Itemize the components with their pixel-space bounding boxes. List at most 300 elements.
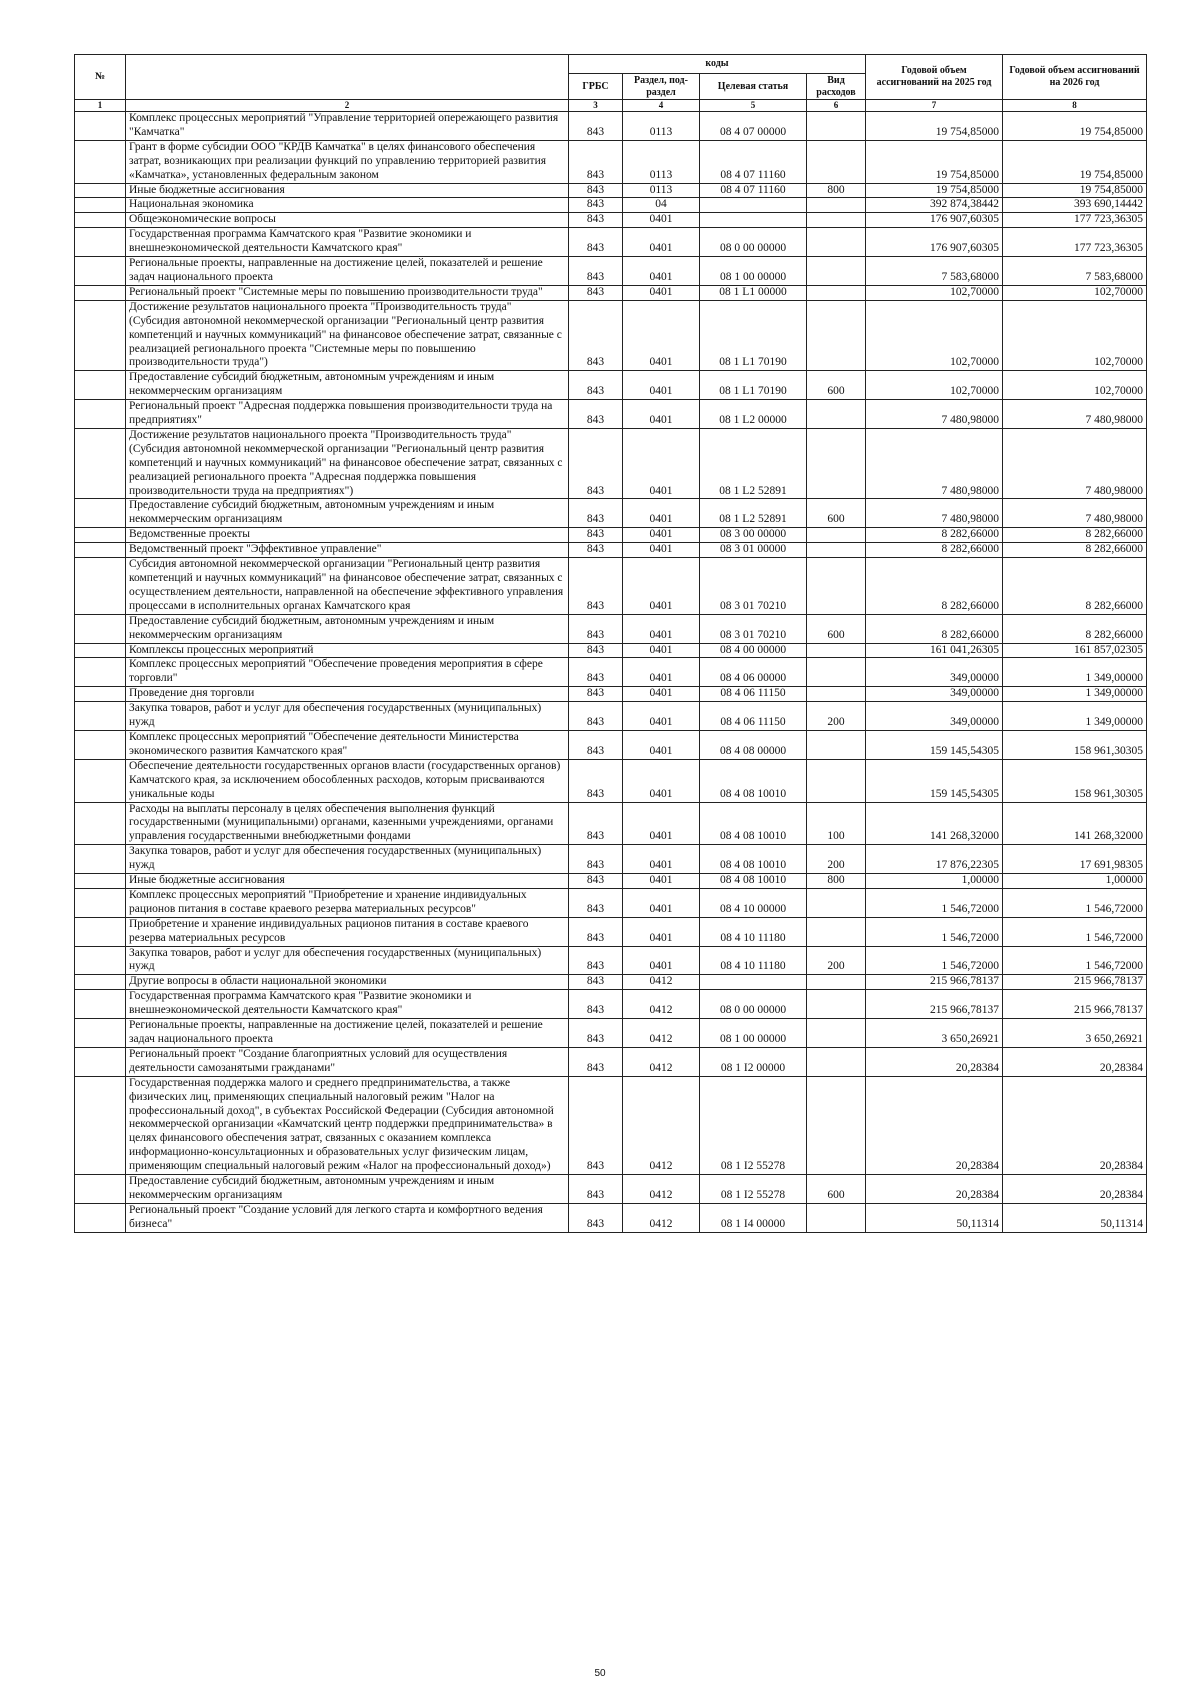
target-article-cell: 08 4 00 00000	[700, 643, 807, 658]
amount-2025-cell: 215 966,78137	[866, 975, 1003, 990]
section-cell: 0401	[623, 499, 700, 528]
row-number-cell	[75, 228, 126, 257]
target-article-cell: 08 1 L2 00000	[700, 400, 807, 429]
row-number-cell	[75, 543, 126, 558]
row-name-cell: Ведомственные проекты	[126, 528, 569, 543]
table-row	[75, 759, 1147, 802]
row-name-cell: Ведомственный проект "Эффективное управление"	[126, 543, 569, 558]
expense-type-cell	[807, 112, 866, 141]
row-name-cell: Комплекс процессных мероприятий "Приобретение и хранение индивидуальных рационов питания в составе краевого резерва материальных ресурсов"	[126, 888, 569, 917]
row-name-cell: Обеспечение деятельности государственных органов власти (государственных органов) Камчатского края, за исключением обособленных расходов, которым присваиваются уникальные коды	[126, 759, 569, 802]
section-cell: 0401	[623, 643, 700, 658]
expense-type-cell	[807, 1203, 866, 1232]
grbs-cell: 843	[569, 614, 623, 643]
section-cell: 0113	[623, 112, 700, 141]
target-article-cell: 08 4 06 11150	[700, 702, 807, 731]
target-article-cell: 08 1 L1 70190	[700, 300, 807, 371]
grbs-cell: 843	[569, 845, 623, 874]
amount-2026-cell: 215 966,78137	[1003, 990, 1147, 1019]
row-name-cell: Грант в форме субсидии ООО "КРДВ Камчатка" в целях финансового обеспечения затрат, возникающих при реализации функций по управлению территорией развития «Камчатка», установленных федеральным законом	[126, 140, 569, 183]
row-name-cell: Предоставление субсидий бюджетным, автономным учреждениям и иным некоммерческим организациям	[126, 614, 569, 643]
target-article-cell: 08 1 I2 55278	[700, 1175, 807, 1204]
target-article-cell: 08 4 08 10010	[700, 874, 807, 889]
row-number-cell	[75, 643, 126, 658]
target-article-cell	[700, 975, 807, 990]
amount-2025-cell: 1 546,72000	[866, 946, 1003, 975]
row-number-cell	[75, 400, 126, 429]
section-cell: 0113	[623, 183, 700, 198]
table-row	[75, 1047, 1147, 1076]
amount-2026-cell: 1 546,72000	[1003, 917, 1147, 946]
amount-2025-cell: 159 145,54305	[866, 730, 1003, 759]
amount-2026-cell: 158 961,30305	[1003, 730, 1147, 759]
amount-2025-cell: 8 282,66000	[866, 558, 1003, 615]
amount-2025-cell: 176 907,60305	[866, 213, 1003, 228]
grbs-cell: 843	[569, 1175, 623, 1204]
amount-2026-cell: 1 349,00000	[1003, 687, 1147, 702]
amount-2026-cell: 215 966,78137	[1003, 975, 1147, 990]
header-number: №	[75, 55, 126, 100]
grbs-cell: 843	[569, 428, 623, 499]
column-numbers-row	[75, 100, 1147, 112]
table-row	[75, 1175, 1147, 1204]
section-cell: 0401	[623, 658, 700, 687]
grbs-cell: 843	[569, 285, 623, 300]
section-cell: 0401	[623, 614, 700, 643]
grbs-cell: 843	[569, 543, 623, 558]
grbs-cell: 843	[569, 759, 623, 802]
table-row	[75, 946, 1147, 975]
budget-table	[74, 54, 1147, 1233]
row-number-cell	[75, 658, 126, 687]
expense-type-cell	[807, 558, 866, 615]
amount-2026-cell: 1,00000	[1003, 874, 1147, 889]
expense-type-cell	[807, 730, 866, 759]
section-cell: 0401	[623, 543, 700, 558]
amount-2025-cell: 141 268,32000	[866, 802, 1003, 845]
amount-2026-cell: 177 723,36305	[1003, 228, 1147, 257]
expense-type-cell: 600	[807, 371, 866, 400]
expense-type-cell	[807, 198, 866, 213]
target-article-cell: 08 4 10 11180	[700, 946, 807, 975]
row-name-cell: Региональные проекты, направленные на достижение целей, показателей и решение задач национального проекта	[126, 1019, 569, 1048]
row-number-cell	[75, 874, 126, 889]
amount-2026-cell: 50,11314	[1003, 1203, 1147, 1232]
grbs-cell: 843	[569, 975, 623, 990]
table-row	[75, 1203, 1147, 1232]
amount-2025-cell: 349,00000	[866, 658, 1003, 687]
row-number-cell	[75, 975, 126, 990]
row-name-cell: Региональный проект "Адресная поддержка повышения производительности труда на предприятиях"	[126, 400, 569, 429]
section-cell: 0401	[623, 888, 700, 917]
table-row	[75, 874, 1147, 889]
target-article-cell: 08 4 08 00000	[700, 730, 807, 759]
expense-type-cell	[807, 543, 866, 558]
row-name-cell: Региональный проект "Создание условий для легкого старта и комфортного ведения бизнеса"	[126, 1203, 569, 1232]
row-number-cell	[75, 257, 126, 286]
grbs-cell: 843	[569, 990, 623, 1019]
amount-2025-cell: 8 282,66000	[866, 614, 1003, 643]
table-row	[75, 730, 1147, 759]
table-row	[75, 213, 1147, 228]
row-name-cell: Предоставление субсидий бюджетным, автономным учреждениям и иным некоммерческим организациям	[126, 1175, 569, 1204]
grbs-cell: 843	[569, 687, 623, 702]
expense-type-cell	[807, 213, 866, 228]
column-number: 1	[75, 100, 126, 112]
amount-2025-cell: 8 282,66000	[866, 528, 1003, 543]
amount-2025-cell: 161 041,26305	[866, 643, 1003, 658]
amount-2025-cell: 19 754,85000	[866, 183, 1003, 198]
amount-2025-cell: 20,28384	[866, 1175, 1003, 1204]
table-row	[75, 917, 1147, 946]
target-article-cell: 08 1 L2 52891	[700, 499, 807, 528]
table-row	[75, 371, 1147, 400]
amount-2026-cell: 8 282,66000	[1003, 543, 1147, 558]
section-cell: 0412	[623, 975, 700, 990]
table-row	[75, 257, 1147, 286]
table-row	[75, 658, 1147, 687]
row-number-cell	[75, 528, 126, 543]
expense-type-cell: 600	[807, 614, 866, 643]
header-year-2025: Годовой объем ассигнований на 2025 год	[866, 55, 1003, 100]
amount-2026-cell: 7 583,68000	[1003, 257, 1147, 286]
section-cell: 0401	[623, 558, 700, 615]
amount-2026-cell: 1 546,72000	[1003, 946, 1147, 975]
column-number: 7	[866, 100, 1003, 112]
target-article-cell: 08 4 10 00000	[700, 888, 807, 917]
row-number-cell	[75, 1203, 126, 1232]
target-article-cell: 08 4 10 11180	[700, 917, 807, 946]
expense-type-cell	[807, 687, 866, 702]
expense-type-cell	[807, 528, 866, 543]
section-cell: 0401	[623, 371, 700, 400]
grbs-cell: 843	[569, 658, 623, 687]
expense-type-cell: 200	[807, 845, 866, 874]
target-article-cell: 08 1 I4 00000	[700, 1203, 807, 1232]
target-article-cell: 08 4 07 11160	[700, 183, 807, 198]
row-name-cell: Государственная поддержка малого и среднего предпринимательства, а также физических лиц, применяющих специальный налоговый режим "Налог на профессиональный доход", в субъектах Российской Федерации (Субсидия автономной некоммерческой организации «Камчатский центр поддержки предпринимательства» в целях финансового обеспечения затрат, связанных с оказанием комплекса информационно-консультационных и образовательных услуг физическим лицам, применяющим специальный налоговый режим «Налог на профессиональный доход»)	[126, 1076, 569, 1174]
amount-2025-cell: 19 754,85000	[866, 112, 1003, 141]
section-cell: 0412	[623, 1076, 700, 1174]
grbs-cell: 843	[569, 558, 623, 615]
row-number-cell	[75, 888, 126, 917]
section-cell: 0401	[623, 702, 700, 731]
row-name-cell: Предоставление субсидий бюджетным, автономным учреждениям и иным некоммерческим организациям	[126, 499, 569, 528]
expense-type-cell: 600	[807, 499, 866, 528]
amount-2025-cell: 20,28384	[866, 1076, 1003, 1174]
amount-2026-cell: 1 349,00000	[1003, 658, 1147, 687]
section-cell: 0412	[623, 1019, 700, 1048]
expense-type-cell	[807, 917, 866, 946]
amount-2026-cell: 158 961,30305	[1003, 759, 1147, 802]
amount-2026-cell: 7 480,98000	[1003, 428, 1147, 499]
section-cell: 0401	[623, 228, 700, 257]
amount-2025-cell: 1 546,72000	[866, 888, 1003, 917]
amount-2025-cell: 102,70000	[866, 300, 1003, 371]
grbs-cell: 843	[569, 888, 623, 917]
amount-2025-cell: 7 480,98000	[866, 499, 1003, 528]
row-name-cell: Общеэкономические вопросы	[126, 213, 569, 228]
amount-2026-cell: 20,28384	[1003, 1076, 1147, 1174]
amount-2025-cell: 349,00000	[866, 687, 1003, 702]
target-article-cell: 08 4 06 00000	[700, 658, 807, 687]
row-name-cell: Закупка товаров, работ и услуг для обеспечения государственных (муниципальных) нужд	[126, 702, 569, 731]
row-number-cell	[75, 112, 126, 141]
target-article-cell: 08 4 08 10010	[700, 802, 807, 845]
grbs-cell: 843	[569, 213, 623, 228]
row-number-cell	[75, 1175, 126, 1204]
row-name-cell: Субсидия автономной некоммерческой организации "Региональный центр развития компетенций и научных коммуникаций" на финансовое обеспечение затрат, связанных с осуществлением деятельности, направленной на обеспечение эффективного управления процессами в исполнительных органах Камчатского края	[126, 558, 569, 615]
table-row	[75, 975, 1147, 990]
amount-2025-cell: 7 583,68000	[866, 257, 1003, 286]
row-name-cell: Достижение результатов национального проекта "Производительность труда" (Субсидия автономной некоммерческой организации "Региональный центр развития компетенций и научных коммуникаций" на финансовое обеспечение затрат, связанные с реализацией регионального проекта "Системные меры по повышению производительности труда")	[126, 300, 569, 371]
expense-type-cell	[807, 888, 866, 917]
row-name-cell: Комплекс процессных мероприятий "Обеспечение проведения мероприятия в сфере торговли"	[126, 658, 569, 687]
grbs-cell: 843	[569, 400, 623, 429]
column-number: 8	[1003, 100, 1147, 112]
amount-2025-cell: 392 874,38442	[866, 198, 1003, 213]
section-cell: 04	[623, 198, 700, 213]
amount-2025-cell: 20,28384	[866, 1047, 1003, 1076]
section-cell: 0401	[623, 917, 700, 946]
amount-2026-cell: 7 480,98000	[1003, 400, 1147, 429]
row-number-cell	[75, 990, 126, 1019]
amount-2026-cell: 393 690,14442	[1003, 198, 1147, 213]
header-name	[126, 55, 569, 100]
expense-type-cell	[807, 990, 866, 1019]
grbs-cell: 843	[569, 198, 623, 213]
row-name-cell: Иные бюджетные ассигнования	[126, 874, 569, 889]
row-number-cell	[75, 759, 126, 802]
amount-2025-cell: 17 876,22305	[866, 845, 1003, 874]
row-name-cell: Государственная программа Камчатского края "Развитие экономики и внешнеэкономической деятельности Камчатского края"	[126, 990, 569, 1019]
row-number-cell	[75, 198, 126, 213]
amount-2026-cell: 1 349,00000	[1003, 702, 1147, 731]
amount-2026-cell: 19 754,85000	[1003, 183, 1147, 198]
expense-type-cell: 800	[807, 183, 866, 198]
target-article-cell: 08 0 00 00000	[700, 990, 807, 1019]
table-row	[75, 643, 1147, 658]
expense-type-cell	[807, 975, 866, 990]
row-number-cell	[75, 213, 126, 228]
row-name-cell: Комплекс процессных мероприятий "Обеспечение деятельности Министерства экономического развития Камчатского края"	[126, 730, 569, 759]
header-year-2026: Годовой объем ассигнований на 2026 год	[1003, 55, 1147, 100]
section-cell: 0401	[623, 802, 700, 845]
row-name-cell: Приобретение и хранение индивидуальных рационов питания в составе краевого резерва материальных ресурсов	[126, 917, 569, 946]
grbs-cell: 843	[569, 874, 623, 889]
amount-2026-cell: 17 691,98305	[1003, 845, 1147, 874]
section-cell: 0401	[623, 874, 700, 889]
table-row	[75, 400, 1147, 429]
amount-2026-cell: 7 480,98000	[1003, 499, 1147, 528]
amount-2025-cell: 8 282,66000	[866, 543, 1003, 558]
row-number-cell	[75, 802, 126, 845]
target-article-cell: 08 4 08 10010	[700, 759, 807, 802]
grbs-cell: 843	[569, 702, 623, 731]
amount-2026-cell: 20,28384	[1003, 1175, 1147, 1204]
table-row	[75, 285, 1147, 300]
page-number: 50	[594, 1668, 606, 1679]
table-row	[75, 1076, 1147, 1174]
amount-2026-cell: 8 282,66000	[1003, 558, 1147, 615]
expense-type-cell	[807, 300, 866, 371]
expense-type-cell	[807, 257, 866, 286]
header-grbs: ГРБС	[569, 74, 623, 100]
table-row	[75, 499, 1147, 528]
table-row	[75, 112, 1147, 141]
grbs-cell: 843	[569, 183, 623, 198]
section-cell: 0401	[623, 730, 700, 759]
target-article-cell: 08 1 I2 55278	[700, 1076, 807, 1174]
amount-2025-cell: 1 546,72000	[866, 917, 1003, 946]
table-row	[75, 802, 1147, 845]
expense-type-cell	[807, 658, 866, 687]
grbs-cell: 843	[569, 1047, 623, 1076]
column-number: 3	[569, 100, 623, 112]
row-number-cell	[75, 428, 126, 499]
amount-2025-cell: 349,00000	[866, 702, 1003, 731]
expense-type-cell	[807, 428, 866, 499]
row-number-cell	[75, 845, 126, 874]
target-article-cell	[700, 213, 807, 228]
row-number-cell	[75, 1047, 126, 1076]
grbs-cell: 843	[569, 371, 623, 400]
expense-type-cell	[807, 140, 866, 183]
expense-type-cell: 600	[807, 1175, 866, 1204]
amount-2026-cell: 20,28384	[1003, 1047, 1147, 1076]
section-cell: 0412	[623, 990, 700, 1019]
amount-2025-cell: 50,11314	[866, 1203, 1003, 1232]
header-expense-type: Вид расходов	[807, 74, 866, 100]
target-article-cell: 08 1 L1 70190	[700, 371, 807, 400]
grbs-cell: 843	[569, 917, 623, 946]
section-cell: 0401	[623, 400, 700, 429]
target-article-cell: 08 3 01 70210	[700, 614, 807, 643]
table-row	[75, 140, 1147, 183]
amount-2026-cell: 177 723,36305	[1003, 213, 1147, 228]
row-name-cell: Комплексы процессных мероприятий	[126, 643, 569, 658]
target-article-cell: 08 3 01 00000	[700, 543, 807, 558]
row-name-cell: Расходы на выплаты персоналу в целях обеспечения выполнения функций государственными (муниципальными) органами, казенными учреждениями, органами управления государственными внебюджетными фондами	[126, 802, 569, 845]
table-row	[75, 558, 1147, 615]
expense-type-cell	[807, 1076, 866, 1174]
target-article-cell: 08 1 00 00000	[700, 257, 807, 286]
row-number-cell	[75, 702, 126, 731]
table-row	[75, 198, 1147, 213]
expense-type-cell: 200	[807, 946, 866, 975]
amount-2026-cell: 3 650,26921	[1003, 1019, 1147, 1048]
target-article-cell: 08 4 06 11150	[700, 687, 807, 702]
target-article-cell	[700, 198, 807, 213]
amount-2026-cell: 161 857,02305	[1003, 643, 1147, 658]
grbs-cell: 843	[569, 112, 623, 141]
target-article-cell: 08 3 01 70210	[700, 558, 807, 615]
amount-2026-cell: 102,70000	[1003, 371, 1147, 400]
expense-type-cell: 100	[807, 802, 866, 845]
section-cell: 0113	[623, 140, 700, 183]
header-section: Раздел, под-раздел	[623, 74, 700, 100]
expense-type-cell	[807, 228, 866, 257]
table-row	[75, 428, 1147, 499]
row-number-cell	[75, 285, 126, 300]
row-name-cell: Государственная программа Камчатского края "Развитие экономики и внешнеэкономической деятельности Камчатского края"	[126, 228, 569, 257]
grbs-cell: 843	[569, 1076, 623, 1174]
row-number-cell	[75, 614, 126, 643]
header-codes: коды	[569, 55, 866, 74]
table-row	[75, 845, 1147, 874]
budget-rows	[75, 112, 1147, 1233]
row-name-cell: Региональный проект "Создание благоприятных условий для осуществления деятельности самозанятыми гражданами"	[126, 1047, 569, 1076]
grbs-cell: 843	[569, 300, 623, 371]
amount-2025-cell: 176 907,60305	[866, 228, 1003, 257]
table-row	[75, 687, 1147, 702]
expense-type-cell	[807, 643, 866, 658]
amount-2026-cell: 102,70000	[1003, 300, 1147, 371]
section-cell: 0412	[623, 1175, 700, 1204]
row-number-cell	[75, 371, 126, 400]
amount-2026-cell: 19 754,85000	[1003, 140, 1147, 183]
amount-2026-cell: 8 282,66000	[1003, 528, 1147, 543]
section-cell: 0401	[623, 759, 700, 802]
section-cell: 0401	[623, 428, 700, 499]
row-name-cell: Национальная экономика	[126, 198, 569, 213]
header-target: Целевая статья	[700, 74, 807, 100]
target-article-cell: 08 4 07 00000	[700, 112, 807, 141]
row-number-cell	[75, 730, 126, 759]
row-number-cell	[75, 558, 126, 615]
row-name-cell: Иные бюджетные ассигнования	[126, 183, 569, 198]
row-number-cell	[75, 946, 126, 975]
expense-type-cell	[807, 400, 866, 429]
section-cell: 0401	[623, 946, 700, 975]
amount-2025-cell: 3 650,26921	[866, 1019, 1003, 1048]
row-name-cell: Комплекс процессных мероприятий "Управление территорией опережающего развития "Камчатка"	[126, 112, 569, 141]
section-cell: 0401	[623, 687, 700, 702]
section-cell: 0412	[623, 1047, 700, 1076]
row-name-cell: Закупка товаров, работ и услуг для обеспечения государственных (муниципальных) нужд	[126, 845, 569, 874]
table-row	[75, 183, 1147, 198]
table-row	[75, 614, 1147, 643]
target-article-cell: 08 4 07 11160	[700, 140, 807, 183]
row-number-cell	[75, 183, 126, 198]
row-name-cell: Другие вопросы в области национальной экономики	[126, 975, 569, 990]
row-name-cell: Достижение результатов национального проекта "Производительность труда" (Субсидия автономной некоммерческой организации "Региональный центр развития компетенций и научных коммуникаций" на финансовое обеспечение затрат, связанных с реализацией регионального проекта "Адресная поддержка повышения производительности труда на предприятиях")	[126, 428, 569, 499]
section-cell: 0401	[623, 285, 700, 300]
row-name-cell: Региональный проект "Системные меры по повышению производительности труда"	[126, 285, 569, 300]
target-article-cell: 08 1 L2 52891	[700, 428, 807, 499]
expense-type-cell: 200	[807, 702, 866, 731]
grbs-cell: 843	[569, 643, 623, 658]
section-cell: 0412	[623, 1203, 700, 1232]
column-number: 6	[807, 100, 866, 112]
target-article-cell: 08 4 08 10010	[700, 845, 807, 874]
row-number-cell	[75, 499, 126, 528]
section-cell: 0401	[623, 213, 700, 228]
row-name-cell: Закупка товаров, работ и услуг для обеспечения государственных (муниципальных) нужд	[126, 946, 569, 975]
budget-sheet	[74, 54, 1146, 1233]
target-article-cell: 08 1 I2 00000	[700, 1047, 807, 1076]
target-article-cell: 08 1 L1 00000	[700, 285, 807, 300]
section-cell: 0401	[623, 257, 700, 286]
amount-2026-cell: 1 546,72000	[1003, 888, 1147, 917]
amount-2025-cell: 7 480,98000	[866, 428, 1003, 499]
section-cell: 0401	[623, 845, 700, 874]
expense-type-cell	[807, 285, 866, 300]
table-row	[75, 888, 1147, 917]
amount-2026-cell: 19 754,85000	[1003, 112, 1147, 141]
grbs-cell: 843	[569, 257, 623, 286]
row-number-cell	[75, 1076, 126, 1174]
